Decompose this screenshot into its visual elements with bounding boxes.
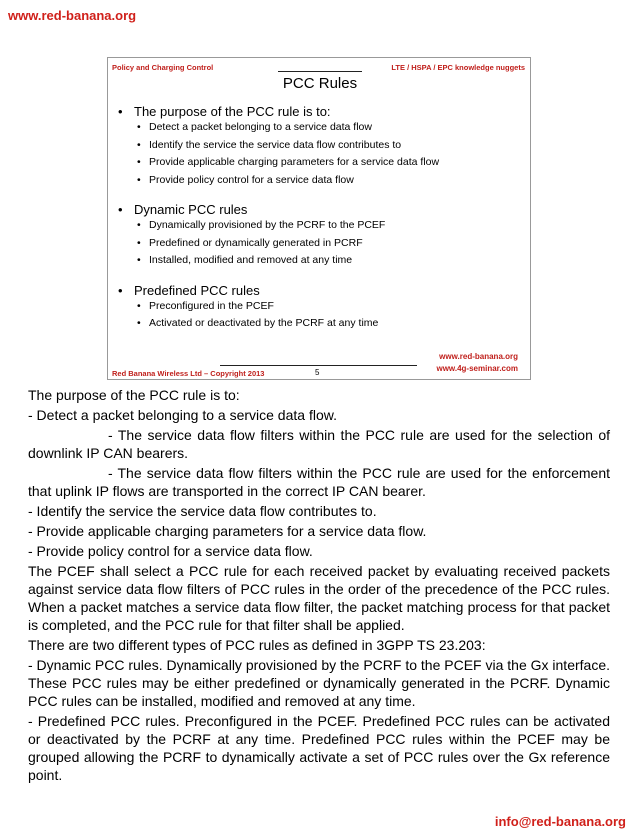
body-paragraph: There are two different types of PCC rules as defined in 3GPP TS 23.203: [28,637,486,653]
slide-section-heading: • The purpose of the PCC rule is to: [118,104,528,119]
body-paragraph: - Provide policy control for a service data flow. [28,543,313,559]
slide-title-rule [278,71,362,72]
slide-top-left-label: Policy and Charging Control [112,63,214,72]
slide-page-number: 5 [315,368,320,377]
slide-bullet: • Dynamically provisioned by the PCRF to the PCEF [118,217,528,235]
slide-bullets [118,104,528,333]
body-text [28,386,610,786]
slide-title: PCC Rules [282,75,358,92]
slide-copyright: Red Banana Wireless Ltd – Copyright 2013 [112,369,265,378]
slide-image [107,57,531,380]
slide-bullet: • Activated or deactivated by the PCRF at any time [118,315,528,333]
slide-top-right-label: LTE / HSPA / EPC knowledge nuggets [391,63,525,72]
body-paragraph: - The service data flow filters within the PCC rule are used for the selection of downlink IP CAN bearers. [28,427,610,461]
body-paragraph: The purpose of the PCC rule is to: [28,387,240,403]
slide-section [118,283,528,333]
slide-link-red-banana: www.red-banana.org [439,352,518,361]
footer-email-link[interactable]: info@red-banana.org [494,814,626,829]
slide-bullet: • Provide policy control for a service data flow [118,172,528,190]
slide-bullet: • Identify the service the service data flow contributes to [118,137,528,155]
slide-section [118,202,528,270]
body-paragraph: The PCEF shall select a PCC rule for each received packet by evaluating received packets against service data flow filters of PCC rules in the order of the precedence of the PCC rules. When a packet matches a service data flow filter, the packet matching process for that packet is completed, and the PCC rule for that filter shall be applied. [28,563,610,633]
body-paragraph: - The service data flow filters within the PCC rule are used for the enforcement that uplink IP flows are transported in the correct IP CAN bearer. [28,465,610,499]
slide-bullet: • Installed, modified and removed at any time [118,252,528,270]
slide-section-heading: • Dynamic PCC rules [118,202,528,217]
slide-bullet: • Detect a packet belonging to a service data flow [118,119,528,137]
body-paragraph: - Predefined PCC rules. Preconfigured in the PCEF. Predefined PCC rules can be activated or deactivated by the PCRF at any time. Predefined PCC rules within the PCEF may be grouped allowing the PCRF to dynamically activate a set of PCC rules over the Gx reference point. [28,713,610,783]
slide-link-4g-seminar: www.4g-seminar.com [436,364,518,373]
header-site-link[interactable]: www.red-banana.org [8,8,137,23]
slide-section [118,104,528,189]
body-paragraph: - Detect a packet belonging to a service data flow. [28,407,337,423]
slide-bottom-rule [220,365,417,366]
body-paragraph: - Dynamic PCC rules. Dynamically provisioned by the PCRF to the PCEF via the Gx interface. These PCC rules may be either predefined or dynamically generated in the PCRF. Dynamic PCC rules can be installed, modified and removed at any time. [28,657,610,709]
slide-section-heading: • Predefined PCC rules [118,283,528,298]
body-paragraph: - Provide applicable charging parameters for a service data flow. [28,523,427,539]
body-paragraph: - Identify the service the service data flow contributes to. [28,503,377,519]
slide-bullet: • Predefined or dynamically generated in PCRF [118,235,528,253]
slide-bullet: • Preconfigured in the PCEF [118,298,528,316]
slide-bullet: • Provide applicable charging parameters for a service data flow [118,154,528,172]
